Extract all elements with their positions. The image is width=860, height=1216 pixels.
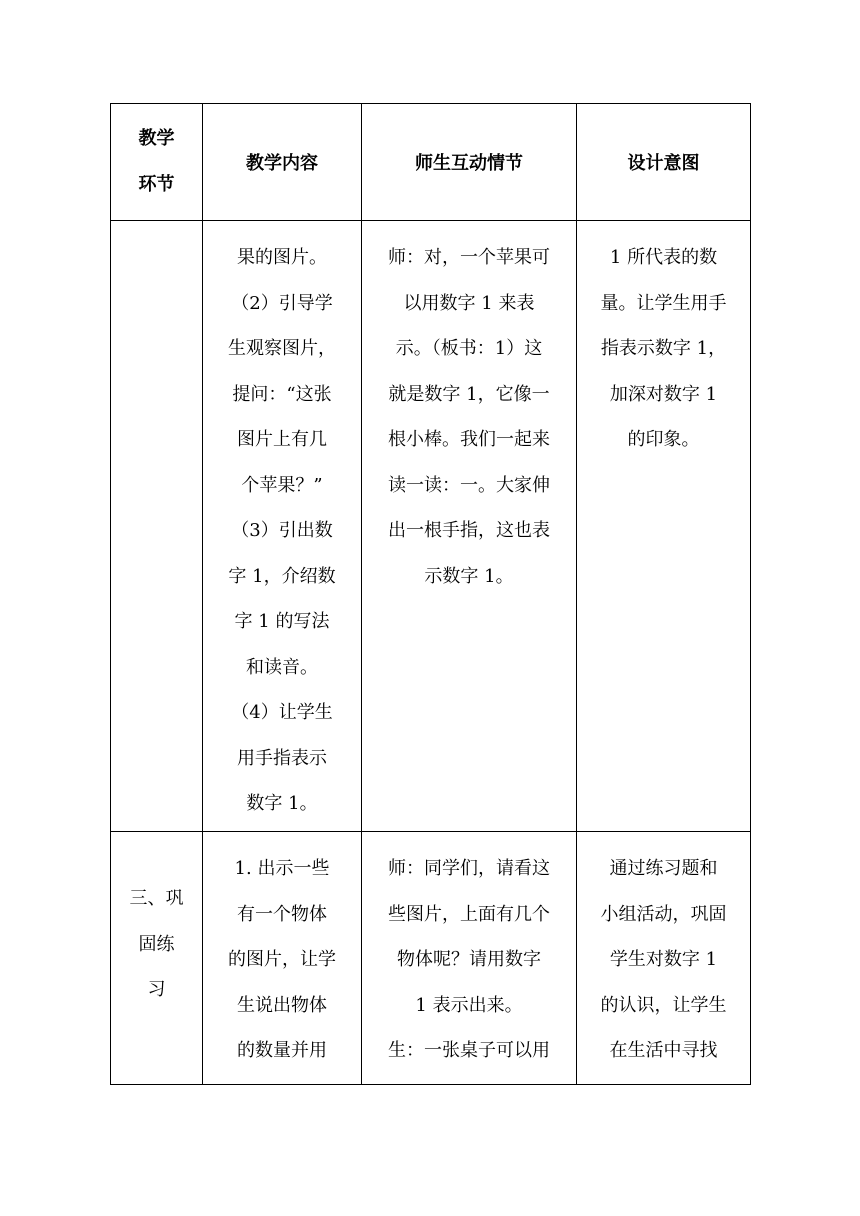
text-line: 字 1 的写法 — [234, 611, 330, 632]
text-line: 用手指表示 — [237, 747, 327, 769]
text-line: 字 1，介绍数 — [228, 565, 336, 587]
text-line: 指表示数字 1， — [600, 338, 727, 359]
header-stage — [111, 104, 203, 221]
text-line: 1. 出示一些 — [234, 858, 330, 879]
text-line: 根小棒。我们一起来 — [388, 429, 550, 450]
text-line: （3）引出数 — [231, 520, 333, 541]
text-line: 果的图片。 — [237, 247, 327, 268]
intent-cell — [577, 221, 751, 832]
text-line: 以用数字 1 来表 — [403, 292, 535, 314]
text-line: 量。让学生用手 — [600, 292, 727, 314]
text-line: 物体呢？请用数字 — [397, 949, 541, 970]
table-row — [111, 832, 751, 1085]
content-cell — [203, 832, 362, 1085]
text-line: 就是数字 1，它像一 — [388, 383, 550, 405]
text-line: 生：一张桌子可以用 — [388, 1040, 550, 1061]
stage-line: 三、巩 — [129, 888, 184, 909]
stage-line: 习 — [147, 979, 166, 1000]
text-line: 1 表示出来。 — [415, 994, 523, 1016]
interaction-cell — [362, 832, 577, 1085]
text-line: 的图片，让学 — [228, 949, 336, 970]
text-line: 提问：“这张 — [232, 383, 332, 405]
text-line: 示。（板书：1）这 — [395, 338, 543, 359]
text-line: 些图片，上面有几个 — [388, 903, 550, 925]
stage-cell — [111, 832, 203, 1085]
text-line: 图片上有几 — [237, 429, 327, 450]
text-line: 小组活动，巩固 — [600, 903, 727, 925]
content-cell — [203, 221, 362, 832]
header-row — [111, 104, 751, 221]
text-line: （2）引导学 — [231, 292, 333, 314]
text-line: （4）让学生 — [231, 702, 333, 723]
text-line: 的数量并用 — [237, 1040, 327, 1061]
text-line: 读一读：一。大家伸 — [388, 474, 550, 496]
header-stage-line: 教学 — [138, 128, 175, 149]
header-stage-line: 环节 — [138, 174, 175, 195]
intent-cell — [577, 832, 751, 1085]
text-line: 数字 1。 — [246, 793, 318, 814]
text-line: 个苹果？” — [241, 474, 323, 496]
text-line: 的认识，让学生 — [600, 994, 727, 1016]
text-line: 和读音。 — [246, 656, 318, 678]
text-line: 的印象。 — [627, 429, 700, 450]
header-intent: 设计意图 — [577, 104, 751, 221]
header-content: 教学内容 — [203, 104, 362, 221]
stage-cell — [111, 221, 203, 832]
table-row — [111, 221, 751, 832]
lesson-plan-table — [110, 103, 751, 1085]
interaction-cell — [362, 221, 577, 832]
text-line: 1 所代表的数 — [609, 247, 718, 268]
text-line: 出一根手指，这也表 — [388, 520, 550, 541]
stage-line: 固练 — [138, 933, 175, 955]
text-line: 生说出物体 — [237, 994, 327, 1016]
text-line: 师：同学们，请看这 — [388, 858, 550, 879]
text-line: 加深对数字 1 — [609, 383, 718, 405]
text-line: 示数字 1。 — [424, 565, 514, 587]
header-interaction: 师生互动情节 — [362, 104, 577, 221]
text-line: 有一个物体 — [237, 903, 327, 925]
text-line: 学生对数字 1 — [609, 949, 718, 970]
text-line: 师：对，一个苹果可 — [388, 247, 550, 268]
text-line: 通过练习题和 — [609, 858, 718, 879]
text-line: 生观察图片， — [228, 338, 336, 359]
text-line: 在生活中寻找 — [609, 1040, 718, 1061]
